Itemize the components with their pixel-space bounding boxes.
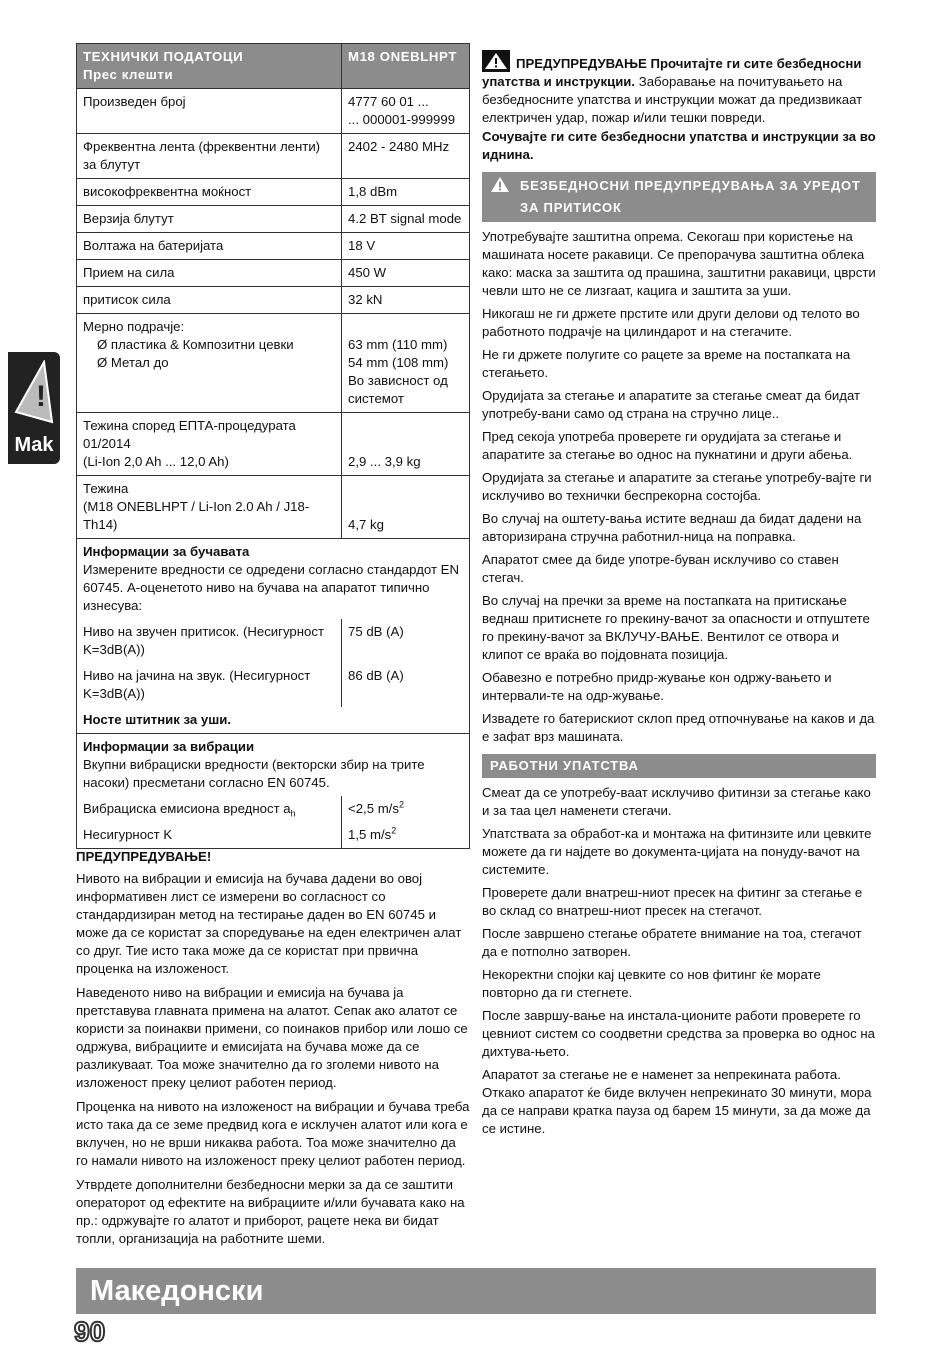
table-row bbox=[77, 734, 470, 797]
paragraph: Апаратот за стегање не е наменет за непрекината работа. Откако апаратот ќе биде вклучен непрекинато 30 минути, мора да се направи кратка пауза од барем 15 минути, за да може да се истине. bbox=[482, 1067, 872, 1136]
paragraph: Апаратот смее да биде употре-буван исклучиво со ставен стегач. bbox=[482, 552, 839, 585]
paragraph: Упатствата за обработ-ка и монтажа на фитинзите или цевките можете да ги најдете во документа-цијата на понуду-вачот на системите. bbox=[482, 826, 872, 877]
table-row bbox=[77, 314, 470, 413]
paragraph: Обавезно е потребно придр-жување кон одржу-вањето и интервали-те на одр-жување. bbox=[482, 670, 832, 703]
row-label: Прием на сила bbox=[77, 260, 342, 287]
table-row bbox=[77, 413, 470, 476]
range-metal: Ø Метал до bbox=[97, 355, 169, 370]
weight-epta-value: 2,9 ... 3,9 kg bbox=[348, 454, 421, 469]
paragraph: Не ги држете полугите со рацете за време на постапката на стегањето. bbox=[482, 347, 851, 380]
weight-value: 4,7 kg bbox=[348, 517, 384, 532]
vibration-text: Вкупни вибрациски вредности (векторски збир на трите насоки) пресметани согласно EN 60745. bbox=[83, 757, 425, 790]
paragraph: Употребувајте заштитна опрема. Секогаш при користење на машината носете ракавици. Се препорачува заштитна облека како: маска за заштита од прашина, заштитни ракавици, цврсти чевли што не се лизгаат, кацига и заштита за уши. bbox=[482, 229, 876, 298]
right-column bbox=[482, 44, 876, 1143]
table-subtitle: Прес клешти bbox=[83, 67, 174, 82]
sup-2: 2 bbox=[398, 799, 404, 810]
vib-emission-label: Вибрациска емисиона вредност a bbox=[83, 801, 291, 816]
table-row bbox=[77, 539, 470, 620]
vibration-heading: Информации за вибрации bbox=[83, 739, 255, 754]
warning-text: Заборавање на почитувањето на безбедносните упатства и инструкции можат да предизвикаат електричен удар, пожар и/или тешки повреди. bbox=[482, 74, 863, 125]
table-row bbox=[77, 796, 470, 822]
row-value: 32 kN bbox=[342, 287, 470, 314]
side-tab-label: Mak bbox=[14, 434, 54, 456]
weight-label: Тежина (M18 ONEBLHPT / Li-Ion 2.0 Ah / J18-Th14) bbox=[77, 476, 342, 539]
row-value: 4.2 BT signal mode bbox=[342, 206, 470, 233]
paragraph: Орудијата за стегање и апаратите за стегање смеат да бидат употребу-вани само од страна на стручно лице.. bbox=[482, 388, 861, 421]
language-side-tab bbox=[8, 352, 60, 464]
noise-heading: Информации за бучавата bbox=[83, 544, 250, 559]
table-row bbox=[77, 663, 470, 707]
row-value: 2402 - 2480 MHz bbox=[342, 134, 470, 179]
warning-bold-text: ПРЕДУПРЕДУВАЊЕ Прочитајте ги сите безбедносни упатства и инструкции. bbox=[482, 56, 862, 89]
range-plastic: Ø пластика & Композитни цевки bbox=[97, 337, 294, 352]
paragraph: Извадете го батерискиот склоп пред отпочнување на каков и да е зафат врз машината. bbox=[482, 711, 875, 744]
paragraph: После завршено стегање обратете внимание на тоа, стегачот да е потполно затворен. bbox=[482, 926, 862, 959]
vib-emission-sub: h bbox=[290, 808, 296, 819]
warning-icon bbox=[490, 176, 510, 193]
svg-text:!: ! bbox=[36, 380, 46, 413]
noise-text: Измерените вредности се одредени согласно стандардот EN 60745. А-оценетото ниво на бучава на апаратот типично изнесува: bbox=[83, 562, 459, 613]
vib-unc-value: 1,5 m/s bbox=[348, 827, 392, 842]
ear-protection: Носте штитник за уши. bbox=[77, 707, 470, 734]
table-row bbox=[77, 707, 470, 734]
table-row bbox=[77, 179, 470, 206]
keep-instructions: Сочувајте ги сите безбедносни упатства и инструкции за во иднина. bbox=[482, 129, 876, 162]
paragraph: Пред секоја употреба проверете ги орудијата за стегање и апаратите за стегање во однос на пукнатини и други абења. bbox=[482, 429, 853, 462]
vib-emission-value: <2,5 m/s bbox=[348, 801, 399, 816]
row-label: Волтажа на батеријата bbox=[77, 233, 342, 260]
table-row bbox=[77, 619, 470, 663]
row-label: Произведен број bbox=[77, 89, 342, 134]
language-footer-band bbox=[76, 1268, 876, 1314]
paragraph: Смеат да се употребу-ваат исклучиво фитинзи за стегање како и за таа цел наменети стегачи. bbox=[482, 785, 871, 818]
table-model: M18 ONEBLHPT bbox=[342, 44, 470, 89]
table-row bbox=[77, 233, 470, 260]
table-row bbox=[77, 822, 470, 849]
row-label: високофреквентна моќност bbox=[77, 179, 342, 206]
range-label: Мерно подрачје: bbox=[83, 319, 185, 334]
paragraph: Нивото на вибрации и емисија на бучава дадени во овој информативен лист се измерени во согласност со стандардизиран метод на тестирање даден во EN 60745 и може да се користат за споредување на еден електричен алат со друг. Тие исто така може да се користат при првична проценка на изложеност. bbox=[76, 871, 462, 976]
safety-band-label: БЕЗБЕДНОСНИ ПРЕДУПРЕДУВАЊА ЗА УРЕДОТ ЗА ПРИТИСОК bbox=[520, 178, 861, 215]
noise-power-label: Ниво на јачина на звук. (Несигурност K=3dB(A)) bbox=[77, 663, 342, 707]
paragraph: Орудијата за стегање и апаратите за стегање употребу-вајте ги исклучиво во технички беспрекорна состојба. bbox=[482, 470, 872, 503]
warning-icon bbox=[482, 50, 510, 72]
table-row bbox=[77, 134, 470, 179]
paragraph: Во случај на пречки за време на постапката на притискање веднаш притиснете го прекину-вачот за опасности и отпуштете го прекину-вачот за ВКЛУЧУ-ВАЊЕ. Вентилот се отвора и клипот се враќа во појдовната позиција. bbox=[482, 593, 870, 662]
weight-epta-label: Тежина според ЕПТА-процедурата 01/2014 (Li-Ion 2,0 Ah ... 12,0 Ah) bbox=[77, 413, 342, 476]
noise-power-value: 86 dB (A) bbox=[342, 663, 470, 707]
row-value: 1,8 dBm bbox=[342, 179, 470, 206]
paragraph: Никогаш не ги држете прстите или други делови од телото во работното подрачје на цилиндарот и на стегачите. bbox=[482, 306, 860, 339]
left-warning-text bbox=[76, 848, 470, 1254]
paragraph: Во случај на оштету-вања истите веднаш да бидат дадени на авторизирана стручна работнил-ница на поправка. bbox=[482, 511, 862, 544]
vib-unc-label: Несигурност K bbox=[77, 822, 342, 849]
language-title: Македонски bbox=[90, 1275, 264, 1307]
row-value: 4777 60 01 ... ... 000001-999999 bbox=[342, 89, 470, 134]
warning-heading: ПРЕДУПРЕДУВАЊЕ! bbox=[76, 849, 212, 864]
row-label: притисок сила bbox=[77, 287, 342, 314]
row-value: 18 V bbox=[342, 233, 470, 260]
page-number: 90 bbox=[74, 1316, 106, 1347]
range-value: 63 mm (110 mm) 54 mm (108 mm) Во зависност од системот bbox=[348, 337, 449, 406]
paragraph: Проценка на нивото на изложеност на вибрации и бучава треба исто така да се земе предвид кога е исклучен алатот или кога е вклучен, но не врши никаква работа. Тоа може значително да го намали нивото на изложеност преку целиот работен период. bbox=[76, 1099, 470, 1168]
work-instructions-heading: РАБОТНИ УПАТСТВА bbox=[482, 754, 876, 778]
row-value: 450 W bbox=[342, 260, 470, 287]
row-label: Фреквентна лента (фреквентни ленти) за блутут bbox=[77, 134, 342, 179]
table-header bbox=[77, 44, 470, 89]
table-row bbox=[77, 287, 470, 314]
noise-pressure-value: 75 dB (A) bbox=[342, 619, 470, 663]
sup-2: 2 bbox=[391, 825, 397, 836]
table-row bbox=[77, 476, 470, 539]
noise-pressure-label: Ниво на звучен притисок. (Несигурност K=3dB(A)) bbox=[77, 619, 342, 663]
table-row bbox=[77, 206, 470, 233]
safety-warnings-heading bbox=[482, 172, 876, 222]
paragraph: После завршу-вање на инстала-ционите работи проверете го цевниот систем со соодветни средства за проверка во однос на дихтува-њето. bbox=[482, 1008, 875, 1059]
paragraph: Утврдете дополнителни безбедносни мерки за да се заштити операторот од ефектите на вибрациите и/или бучавата како на пр.: одржувајте го алатот и приборот, рацете нека ви бидат топли, организација на работните шеми. bbox=[76, 1177, 465, 1246]
table-row bbox=[77, 260, 470, 287]
paragraph: Проверете дали внатреш-ниот пресек на фитинг за стегање е во склад со внатреш-ниот пресек на стегачот. bbox=[482, 885, 863, 918]
paragraph: Наведеното ниво на вибрации и емисија на бучава ја претставува главната примена на алатот. Сепак ако алатот се користи за поинакви примени, со поинаков прибор или лошо се одржува, вибрациите и емисијата на бучава може да се разликуваат. Тоа може значително да го зголеми нивото на изложеност преку целиот работен период. bbox=[76, 985, 468, 1090]
technical-data-table bbox=[76, 43, 470, 849]
table-title: ТЕХНИЧКИ ПОДАТОЦИ bbox=[83, 49, 244, 64]
warning-triangle-icon bbox=[14, 360, 54, 424]
table-row bbox=[77, 89, 470, 134]
row-label: Верзија блутут bbox=[77, 206, 342, 233]
paragraph: Некоректни спојки кај цевките со нов фитинг ќе морате повторно да ги стегнете. bbox=[482, 967, 821, 1000]
